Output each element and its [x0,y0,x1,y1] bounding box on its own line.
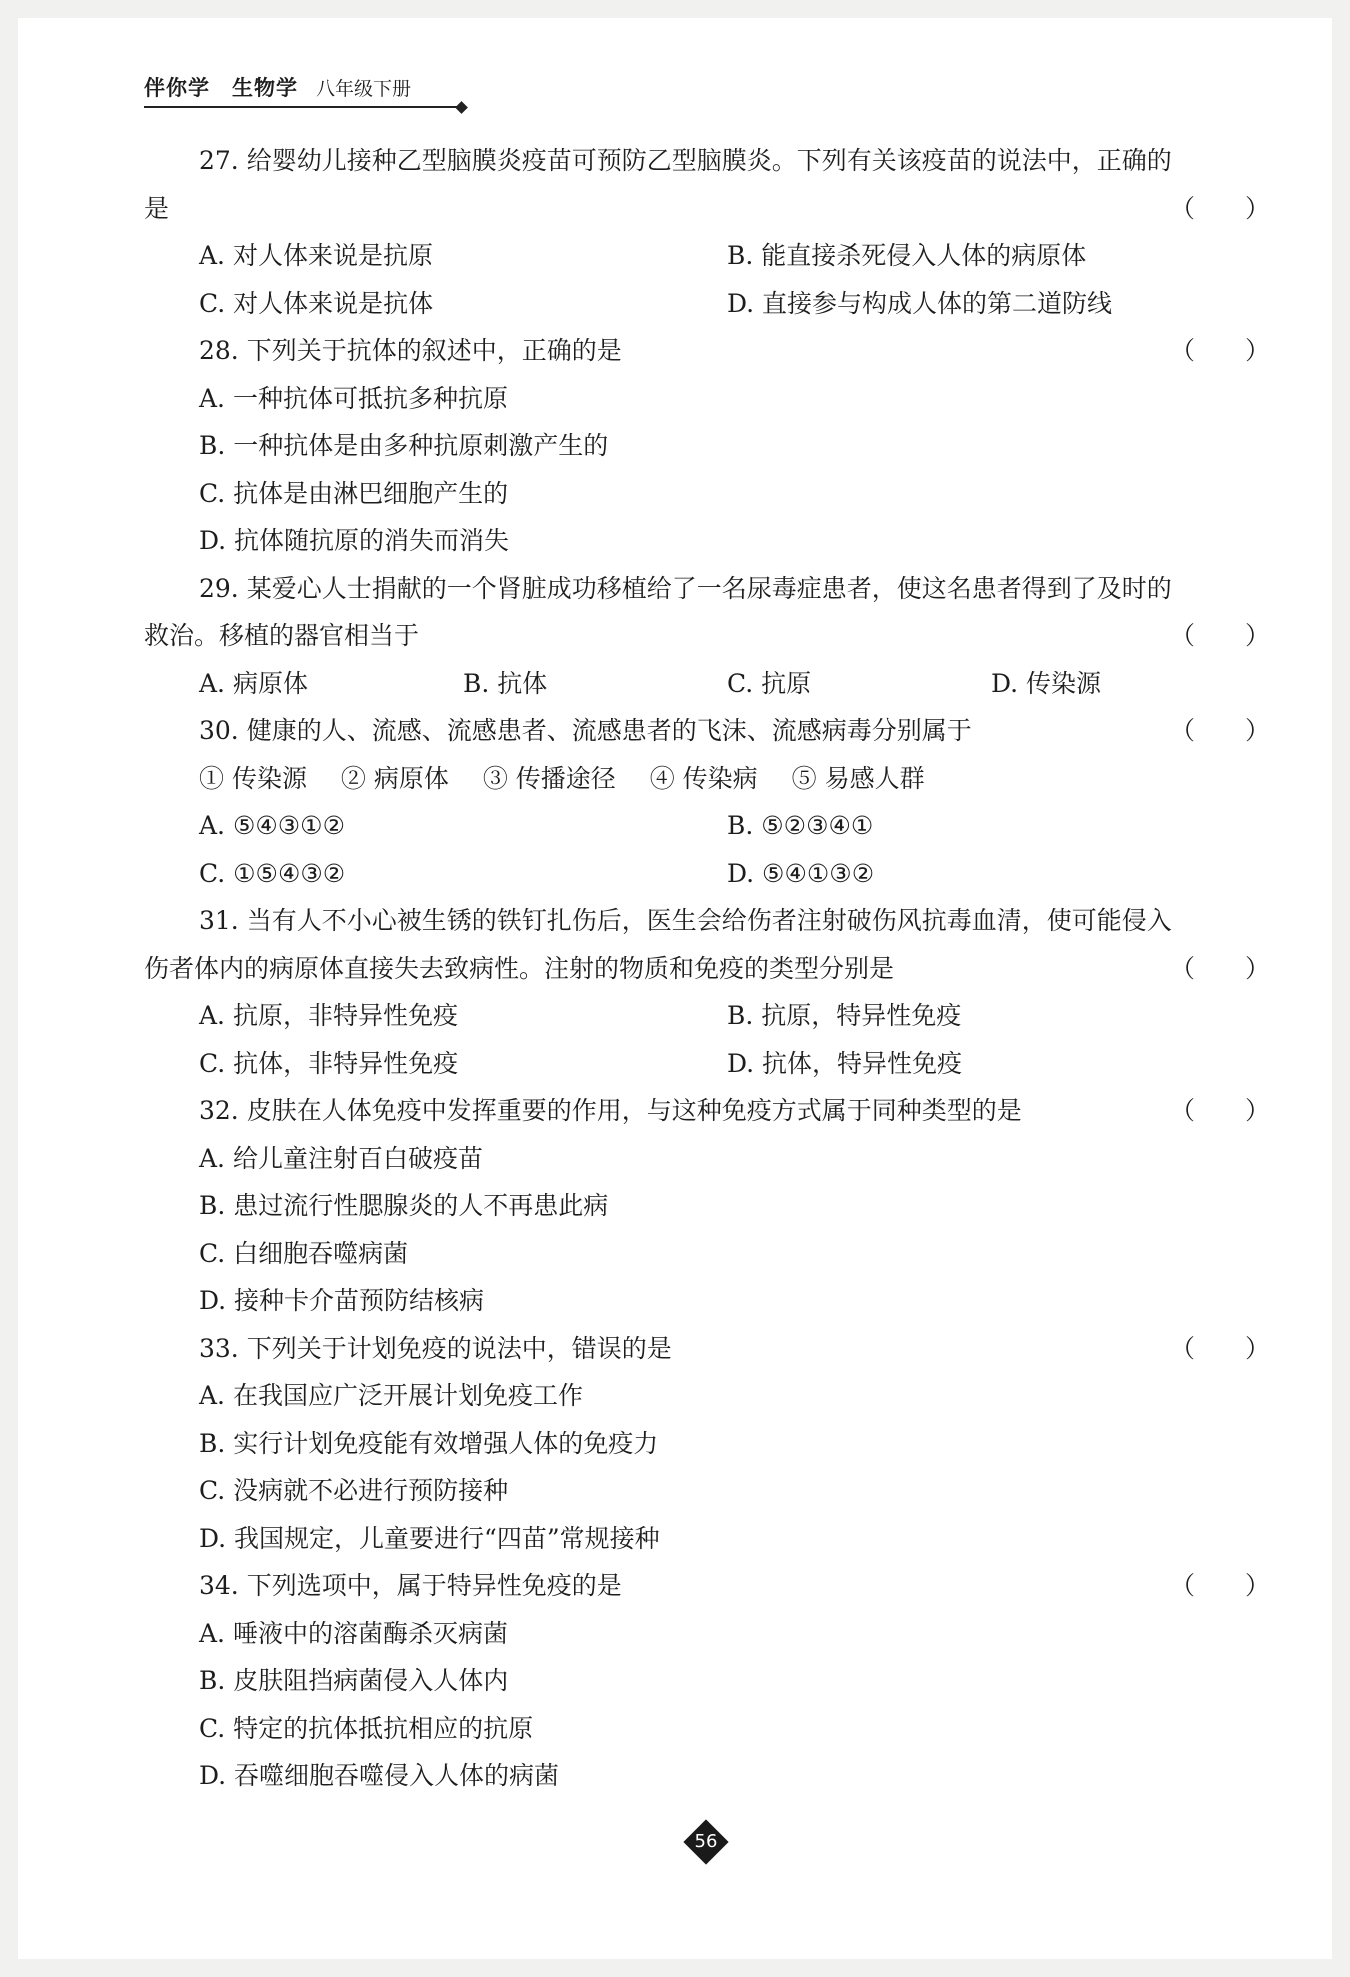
answer-bracket: （ ） [1169,1571,1270,1600]
option-a: A. ⑤④③①② [199,811,346,840]
question-27-options [144,280,1270,328]
answer-bracket: （ ） [1169,716,1270,745]
option-b: B. 患过流行性腮腺炎的人不再患此病 [199,1191,609,1220]
question-29-stem-tail: 救治。移植的器官相当于 [144,621,420,650]
grade-label: 八年级下册 [316,78,412,100]
answer-bracket: （ ） [1169,1096,1270,1125]
question-31-stem: 31. 当有人不小心被生锈的铁钉扎伤后，医生会给伤者注射破伤风抗毒血清，使可能侵入 [199,906,1172,935]
brand-label: 伴你学 [144,76,210,100]
option-b: B. 皮肤阻挡病菌侵入人体内 [199,1666,509,1695]
option-a: A. 抗原，非特异性免疫 [199,1001,458,1030]
answer-bracket: （ ） [1169,953,1270,983]
option-a: A. 对人体来说是抗原 [199,241,433,270]
code-item: ④ 传染病 [649,763,758,793]
question-31-stem-tail: 伤者体内的病原体直接失去致病性。注射的物质和免疫的类型分别是 [144,953,895,983]
code-item: ② 病原体 [340,763,449,793]
option-c: C. 没病就不必进行预防接种 [199,1476,509,1505]
option-c: C. 特定的抗体抵抗相应的抗原 [199,1713,534,1743]
answer-bracket: （ ） [1169,336,1270,365]
option-b: B. 抗体 [463,668,548,698]
question-27-stem-cont [144,185,1270,233]
option-a: A. 在我国应广泛开展计划免疫工作 [199,1381,583,1410]
option-c: C. 抗原 [727,668,812,698]
question-33-stem [144,1325,1270,1373]
code-item: ③ 传播途径 [482,763,616,793]
option-c: C. 对人体来说是抗体 [199,288,434,318]
answer-bracket: （ ） [1169,1333,1270,1363]
option-c: C. 白细胞吞噬病菌 [199,1238,409,1268]
question-27-options [144,232,1270,280]
option-d: D. ⑤④①③② [727,858,875,888]
option-c: C. ①⑤④③② [199,858,346,888]
option-d: D. 抗体随抗原的消失而消失 [199,526,510,555]
option-b: B. 实行计划免疫能有效增强人体的免疫力 [199,1428,659,1458]
option-b: B. 能直接杀死侵入人体的病原体 [727,241,1087,270]
answer-bracket: （ ） [1169,193,1270,223]
page-number-badge [684,1820,728,1864]
question-28-text: 28. 下列关于抗体的叙述中，正确的是 [199,336,622,365]
question-29-stem: 29. 某爱心人士捐献的一个肾脏成功移植给了一名尿毒症患者，使这名患者得到了及时的 [199,573,1172,603]
option-d: D. 直接参与构成人体的第二道防线 [727,288,1113,318]
question-30-codes [144,755,1270,803]
option-d: D. 传染源 [991,668,1102,698]
question-34-text: 34. 下列选项中，属于特异性免疫的是 [199,1571,622,1600]
page-header [144,72,458,108]
option-a: A. 病原体 [199,668,308,698]
question-30-text: 30. 健康的人、流感、流感患者、流感患者的飞沫、流感病毒分别属于 [199,716,972,745]
question-30-options [144,802,1270,850]
option-b: B. ⑤②③④① [727,811,874,840]
answer-bracket: （ ） [1169,621,1270,650]
subject-label: 生物学 [232,76,298,100]
option-c: C. 抗体，非特异性免疫 [199,1048,459,1078]
question-29-stem-cont [144,612,1270,660]
option-d: D. 抗体，特异性免疫 [727,1048,963,1078]
page-number: 56 [694,1831,718,1852]
option-a: A. 唾液中的溶菌酶杀灭病菌 [199,1618,508,1648]
question-list [144,137,1270,1800]
question-31-options [144,992,1270,1040]
option-d: D. 我国规定，儿童要进行“四苗”常规接种 [199,1523,660,1553]
question-30-options [144,850,1270,898]
question-27-stem-tail: 是 [144,193,170,223]
option-a: A. 一种抗体可抵抗多种抗原 [199,383,508,413]
question-33-text: 33. 下列关于计划免疫的说法中，错误的是 [199,1333,672,1363]
question-27-stem: 27. 给婴幼儿接种乙型脑膜炎疫苗可预防乙型脑膜炎。下列有关该疫苗的说法中，正确的 [199,146,1172,175]
question-32-stem [144,1087,1270,1135]
option-d: D. 吞噬细胞吞噬侵入人体的病菌 [199,1761,560,1790]
option-a: A. 给儿童注射百白破疫苗 [199,1143,483,1173]
option-b: B. 一种抗体是由多种抗原刺激产生的 [199,431,609,460]
option-d: D. 接种卡介苗预防结核病 [199,1286,485,1315]
question-30-stem [144,707,1270,755]
question-32-text: 32. 皮肤在人体免疫中发挥重要的作用，与这种免疫方式属于同种类型的是 [199,1096,1022,1125]
question-34-stem [144,1562,1270,1610]
question-29-options [144,660,1270,708]
question-28-stem [144,327,1270,375]
code-item: ① 传染源 [199,763,307,793]
option-b: B. 抗原，特异性免疫 [727,1001,962,1030]
code-item: ⑤ 易感人群 [791,763,925,793]
question-31-stem-cont [144,945,1270,993]
question-31-options [144,1040,1270,1088]
option-c: C. 抗体是由淋巴细胞产生的 [199,478,509,508]
